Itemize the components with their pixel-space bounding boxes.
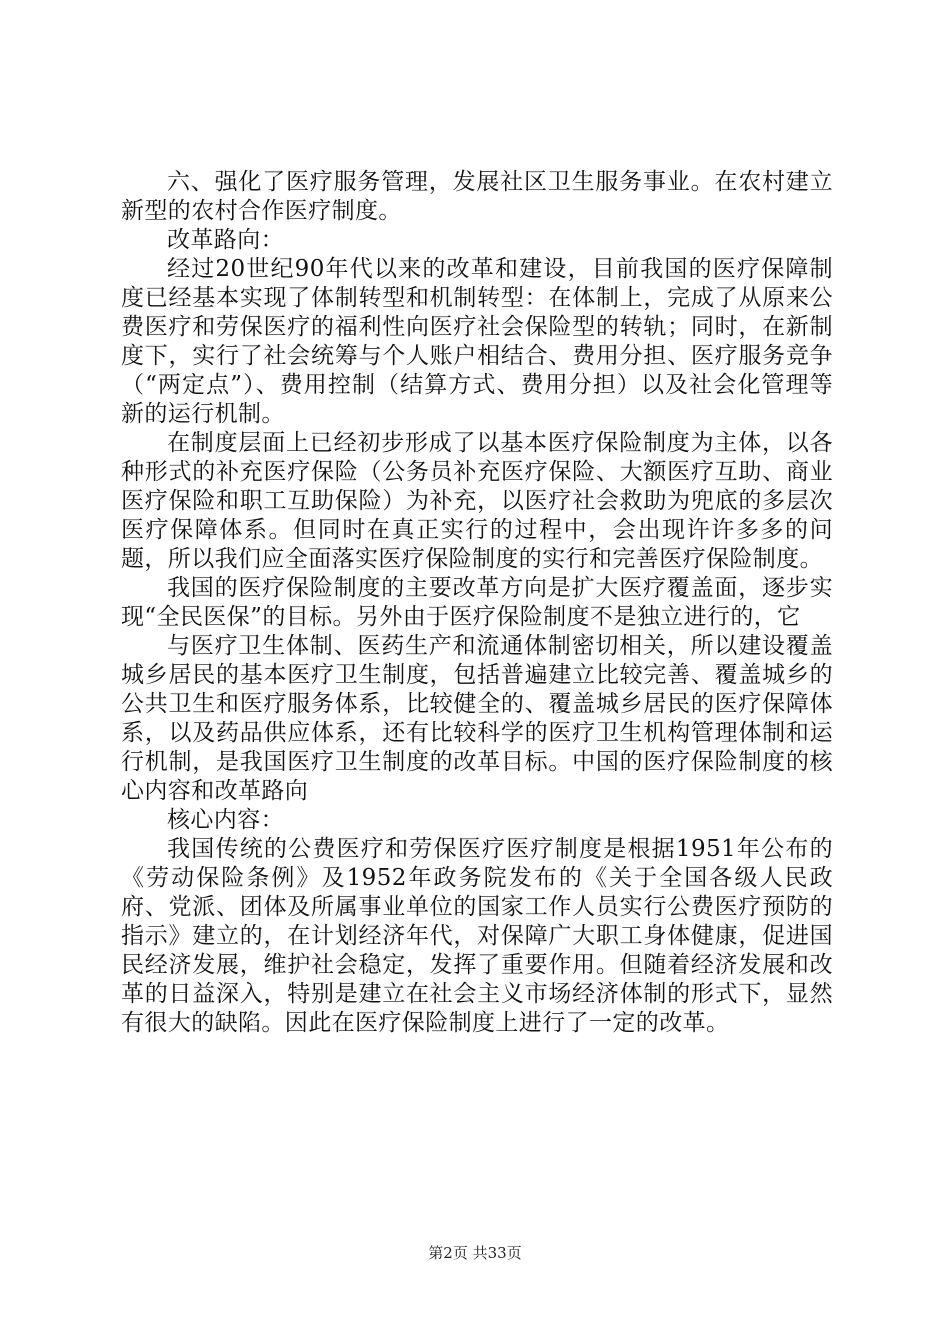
paragraph-healthcare-system: 与医疗卫生体制、医药生产和流通体制密切相关，所以建设覆盖城乡居民的基本医疗卫生制度，包括普遍建立比较完善、覆盖城乡的公共卫生和医疗服务体系，比较健全的、覆盖城乡居民的医疗保障体系，以及药品供应体系，还有比较科学的医疗卫生机构管理体制和运行机制，是我国医疗卫生制度的改革目标。中国的医疗保险制度的核心内容和改革路向 — [121, 633, 833, 804]
heading-core-content: 核心内容： — [167, 807, 284, 833]
paragraph-reform-goal: 我国的医疗保险制度的主要改革方向是扩大医疗覆盖面，逐步实现“全民医保”的目标。另外由于医疗保险制度不是独立进行的，它 — [121, 575, 833, 630]
paragraph-multi-level-system: 在制度层面上已经初步形成了以基本医疗保险制度为主体，以各种形式的补充医疗保险（公务员补充医疗保险、大额医疗互助、商业医疗保险和职工互助保险）为补充，以医疗社会救助为兜底的多层次医疗保障体系。但同时在真正实行的过程中，会出现许许多多的问题，所以我们应全面落实医疗保险制度的实行和完善医疗保险制度。 — [121, 430, 833, 572]
paragraph-reform-item-six: 六、强化了医疗服务管理，发展社区卫生服务事业。在农村建立新型的农村合作医疗制度。 — [121, 169, 833, 224]
heading-reform-direction: 改革路向： — [167, 227, 284, 253]
paragraph-traditional-system: 我国传统的公费医疗和劳保医疗医疗制度是根据1951年公布的《劳动保险条例》及1952年政务院发布的《关于全国各级人民政府、党派、团体及所属事业单位的国家工作人员实行公费医疗预防的指示》建立的，在计划经济年代，对保障广大职工身体健康，促进国民经济发展，维护社会稳定，发挥了重要作用。但随着经济发展和改革的日益深入，特别是建立在社会主义市场经济体制的形式下，显然有很大的缺陷。因此在医疗保险制度上进行了一定的改革。 — [121, 836, 833, 1036]
paragraph-system-transition: 经过20世纪90年代以来的改革和建设，目前我国的医疗保障制度已经基本实现了体制转型和机制转型：在体制上，完成了从原来公费医疗和劳保医疗的福利性向医疗社会保险型的转轨；同时，在新制度下，实行了社会统筹与个人账户相结合、费用分担、医疗服务竞争（“两定点”）、费用控制（结算方式、费用分担）以及社会化管理等新的运行机制。 — [121, 256, 833, 427]
document-body — [121, 168, 833, 1038]
page-number-footer: 第2页 共33页 — [428, 1244, 522, 1262]
